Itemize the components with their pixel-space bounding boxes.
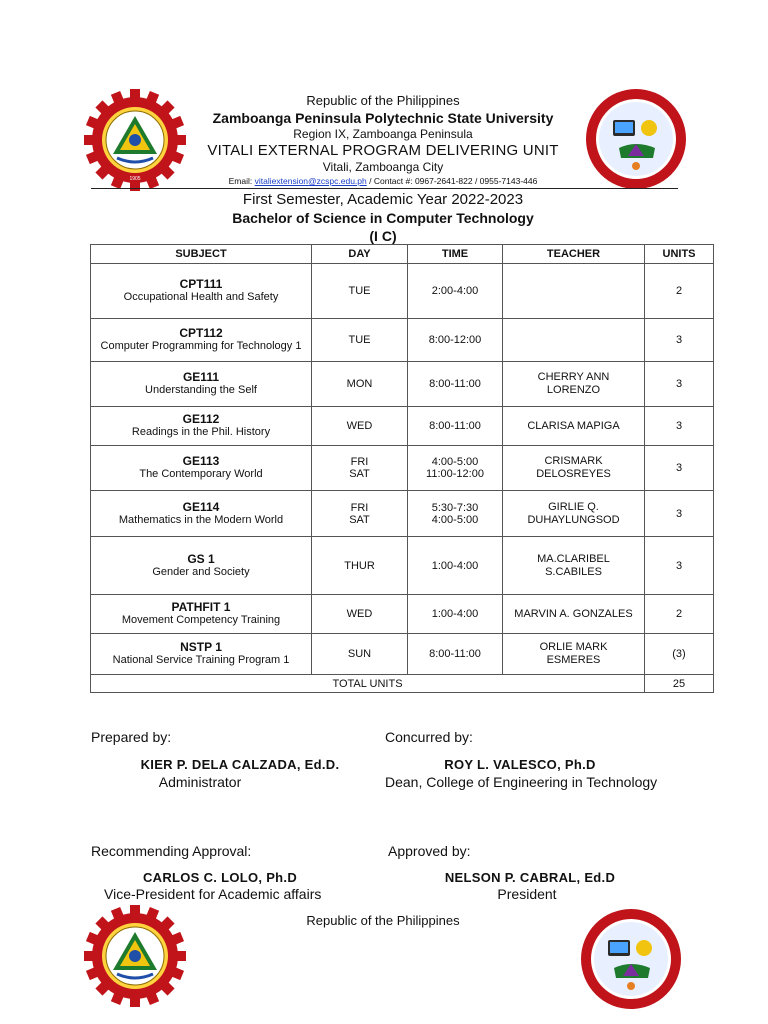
- program-title: Bachelor of Science in Computer Technology: [232, 210, 534, 226]
- teacher-cell: CHERRY ANN LORENZO: [503, 362, 645, 407]
- table-row: [91, 491, 714, 537]
- table-row: [91, 634, 714, 675]
- day-cell: TUE: [312, 319, 408, 362]
- table-row: [91, 362, 714, 407]
- units-cell: 3: [645, 491, 714, 537]
- subject-cell: [91, 537, 312, 595]
- subject-cell: [91, 595, 312, 634]
- prepared-by-name: KIER P. DELA CALZADA, Ed.D.: [140, 757, 340, 772]
- teacher-cell: MA.CLARIBEL S.CABILES: [503, 537, 645, 595]
- subject-cell: [91, 319, 312, 362]
- university-seal-icon: [83, 88, 187, 192]
- units-cell: 3: [645, 446, 714, 491]
- approved-by-role: President: [497, 886, 557, 902]
- teacher-cell: [503, 319, 645, 362]
- unit-seal-bottom-right: [578, 906, 684, 1012]
- subject-desc: Readings in the Phil. History: [131, 426, 271, 438]
- time-cell: 8:00-11:00: [408, 407, 503, 446]
- university-seal-icon: [83, 904, 187, 1008]
- units-cell: 3: [645, 362, 714, 407]
- subject-cell: [91, 407, 312, 446]
- svg-text:1905: 1905: [129, 176, 141, 182]
- email-label: Email:: [228, 176, 253, 186]
- subject-code: GE114: [182, 499, 220, 514]
- subject-code: NSTP 1: [180, 640, 222, 654]
- republic-heading: Republic of the Philippines: [306, 93, 460, 108]
- units-cell: 3: [645, 407, 714, 446]
- subject-desc: Mathematics in the Modern World: [118, 513, 284, 526]
- subject-code: CPT112: [179, 326, 223, 340]
- prepared-by-role: Administrator: [158, 774, 242, 790]
- teacher-cell: MARVIN A. GONZALES: [503, 595, 645, 634]
- subject-code: PATHFIT 1: [171, 600, 231, 614]
- day-cell: WED: [312, 407, 408, 446]
- table-row: [91, 407, 714, 446]
- day-cell: FRI SAT: [312, 491, 408, 537]
- header-subject: SUBJECT: [91, 245, 312, 264]
- teacher-cell: ORLIE MARK ESMERES: [503, 634, 645, 675]
- subject-cell: [91, 446, 312, 491]
- subject-desc: Movement Competency Training: [121, 614, 281, 626]
- header-day: DAY: [312, 245, 408, 264]
- concurred-by-label: Concurred by:: [385, 729, 473, 745]
- day-cell: FRI SAT: [312, 446, 408, 491]
- section-title: (I C): [369, 228, 397, 244]
- table-header-row: [91, 245, 714, 264]
- contact-line: [180, 176, 586, 186]
- day-cell: MON: [312, 362, 408, 407]
- day-cell: THUR: [312, 537, 408, 595]
- time-cell: 8:00-11:00: [408, 362, 503, 407]
- time-cell: 2:00-4:00: [408, 264, 503, 319]
- subject-cell: [91, 264, 312, 319]
- university-seal-bottom-left: [83, 904, 187, 1008]
- subject-cell: [91, 362, 312, 407]
- total-units-label: TOTAL UNITS: [91, 675, 645, 693]
- day-cell: WED: [312, 595, 408, 634]
- university-seal-left: [83, 88, 187, 192]
- table-row: [91, 595, 714, 634]
- semester-title: First Semester, Academic Year 2022-2023: [242, 191, 524, 208]
- subject-code: GE111: [182, 370, 220, 384]
- city-line: Vitali, Zamboanga City: [322, 160, 444, 174]
- time-cell: 8:00-12:00: [408, 319, 503, 362]
- unit-name: VITALI EXTERNAL PROGRAM DELIVERING UNIT: [207, 142, 559, 159]
- table-row: [91, 537, 714, 595]
- subject-desc: Computer Programming for Technology 1: [100, 340, 302, 352]
- table-row: [91, 446, 714, 491]
- teacher-cell: GIRLIE Q. DUHAYLUNGSOD: [503, 491, 645, 537]
- subject-cell: [91, 634, 312, 675]
- time-cell: 5:30-7:30 4:00-5:00: [408, 491, 503, 537]
- time-cell: 1:00-4:00: [408, 537, 503, 595]
- subject-desc: Gender and Society: [152, 565, 250, 578]
- prepared-by-label: Prepared by:: [91, 729, 172, 745]
- header-teacher: TEACHER: [503, 245, 645, 264]
- header-divider: [91, 188, 678, 189]
- teacher-cell: CLARISA MAPIGA: [503, 407, 645, 446]
- email-link[interactable]: vitaliextension@zcspc.edu.ph: [254, 176, 367, 186]
- units-cell: (3): [645, 634, 714, 675]
- subject-code: GE112: [182, 412, 220, 426]
- subject-desc: Occupational Health and Safety: [123, 291, 279, 303]
- header-units: UNITS: [645, 245, 714, 264]
- university-name: Zamboanga Peninsula Polytechnic State University: [212, 110, 554, 126]
- units-cell: 3: [645, 319, 714, 362]
- subject-desc: Understanding the Self: [145, 384, 257, 396]
- approved-by-name: NELSON P. CABRAL, Ed.D: [444, 870, 616, 885]
- day-cell: SUN: [312, 634, 408, 675]
- unit-seal-right: [583, 86, 689, 192]
- contact-numbers: / Contact #: 0967-2641-822 / 0955-7143-446: [366, 176, 538, 186]
- time-cell: 4:00-5:00 11:00-12:00: [408, 446, 503, 491]
- subject-cell: [91, 491, 312, 537]
- teacher-cell: CRISMARK DELOSREYES: [503, 446, 645, 491]
- day-cell: TUE: [312, 264, 408, 319]
- time-cell: 8:00-11:00: [408, 634, 503, 675]
- teacher-cell: [503, 264, 645, 319]
- total-units-value: 25: [645, 675, 714, 693]
- concurred-by-name: ROY L. VALESCO, Ph.D: [444, 757, 596, 772]
- time-cell: 1:00-4:00: [408, 595, 503, 634]
- subject-desc: The Contemporary World: [139, 468, 263, 480]
- extension-unit-seal-icon: [578, 906, 684, 1012]
- units-cell: 2: [645, 595, 714, 634]
- region-line: Region IX, Zamboanga Peninsula: [293, 127, 473, 141]
- recommending-approval-name: CARLOS C. LOLO, Ph.D: [142, 870, 298, 885]
- subject-code: CPT111: [179, 277, 223, 291]
- extension-unit-seal-icon: [583, 86, 689, 192]
- units-cell: 3: [645, 537, 714, 595]
- total-row: [91, 675, 714, 693]
- recommending-approval-label: Recommending Approval:: [91, 843, 252, 859]
- subject-desc: National Service Training Program 1: [112, 654, 290, 666]
- subject-code: GS 1: [187, 551, 215, 566]
- recommending-approval-role: Vice-President for Academic affairs: [104, 886, 322, 902]
- header-time: TIME: [408, 245, 503, 264]
- units-cell: 2: [645, 264, 714, 319]
- schedule-table: [90, 244, 714, 693]
- footer-republic-heading: Republic of the Philippines: [306, 913, 460, 928]
- approved-by-label: Approved by:: [388, 843, 471, 859]
- table-row: [91, 264, 714, 319]
- table-row: [91, 319, 714, 362]
- subject-code: GE113: [182, 454, 220, 468]
- concurred-by-role: Dean, College of Engineering in Technology: [385, 774, 658, 790]
